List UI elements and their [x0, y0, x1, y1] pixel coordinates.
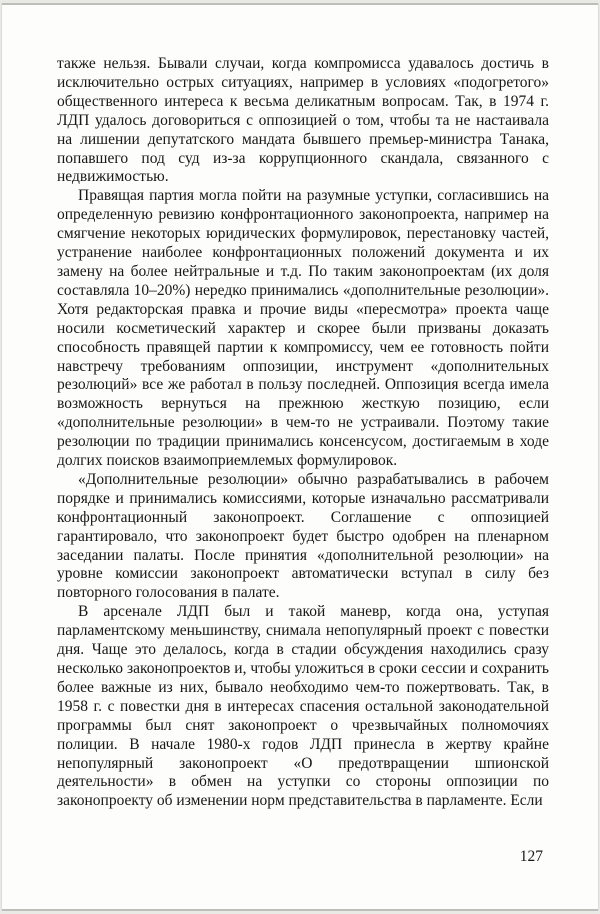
body-text [57, 55, 549, 811]
paragraph-continuation: также нельзя. Бывали случаи, когда компромисса удавалось достичь в исключительно острых ситуациях, например в условиях «подогретого» общественного интереса к весьма деликатным вопросам. Так, в 1974 г. ЛДП удалось договориться с оппозицией о том, чтобы та не настаивала на лишении депутатского мандата бывшего премьер-министра Танака, попавшего под суд из-за коррупционного скандала, связанного с недвижимостью. [57, 55, 549, 186]
book-page [1, 3, 599, 911]
paragraph: Правящая партия могла пойти на разумные уступки, согласившись на определенную ревизию конфронтационного законопроекта, например на смягчение некоторых юридических формулировок, перестановку частей, устранение наиболее конфронтационных положений документа и их замену на более нейтральные и т.д. По таким законопроектам (их доля составляла 10–20%) нередко принимались «дополнительные резолюции». Хотя редакторская правка и прочие виды «пересмотра» проекта чаще носили косметический характер и скорее были призваны доказать способность правящей партии к компромиссу, чем ее готовность пойти навстречу требованиям оппозиции, инструмент «дополнительных резолюций» все же работал в пользу последней. Оппозиция всегда имела возможность вернуться на прежнюю жесткую позицию, если «дополнительные резолюции» в чем-то не устраивали. Поэтому такие резолюции по традиции принимались консенсусом, достигаемым в ходе долгих поисков взаимоприемлемых формулировок. [57, 187, 549, 470]
paragraph: В арсенале ЛДП был и такой маневр, когда она, уступая парламентскому меньшинству, снимала непопулярный проект с повестки дня. Чаще это делалось, когда в стадии обсуждения находились сразу несколько законопроектов и, чтобы уложиться в сроки сессии и сохранить более важные из них, бывало необходимо чем-то пожертвовать. Так, в 1958 г. с повестки дня в интересах спасения остальной законодательной программы был снят законопроект о чрезвычайных полномочиях полиции. В начале 1980-х годов ЛДП принесла в жертву крайне непопулярный законопроект «О предотвращении шпионской деятельности» в обмен на уступки со стороны оппозиции по законопроекту об изменении норм представительства в парламенте. Если [57, 603, 549, 810]
scan-edge-bottom [2, 909, 598, 911]
paragraph: «Дополнительные резолюции» обычно разрабатывались в рабочем порядке и принимались комиссиями, которые изначально рассматривали конфронтационный законопроект. Соглашение с оппозицией гарантировало, что законопроект будет быстро одобрен на пленарном заседании палаты. После принятия «дополнительной резолюции» на уровне комиссии законопроект автоматически вступал в силу без повторного голосования в палате. [57, 470, 549, 602]
page-number: 127 [519, 848, 543, 865]
scan-edge-top [2, 3, 598, 5]
